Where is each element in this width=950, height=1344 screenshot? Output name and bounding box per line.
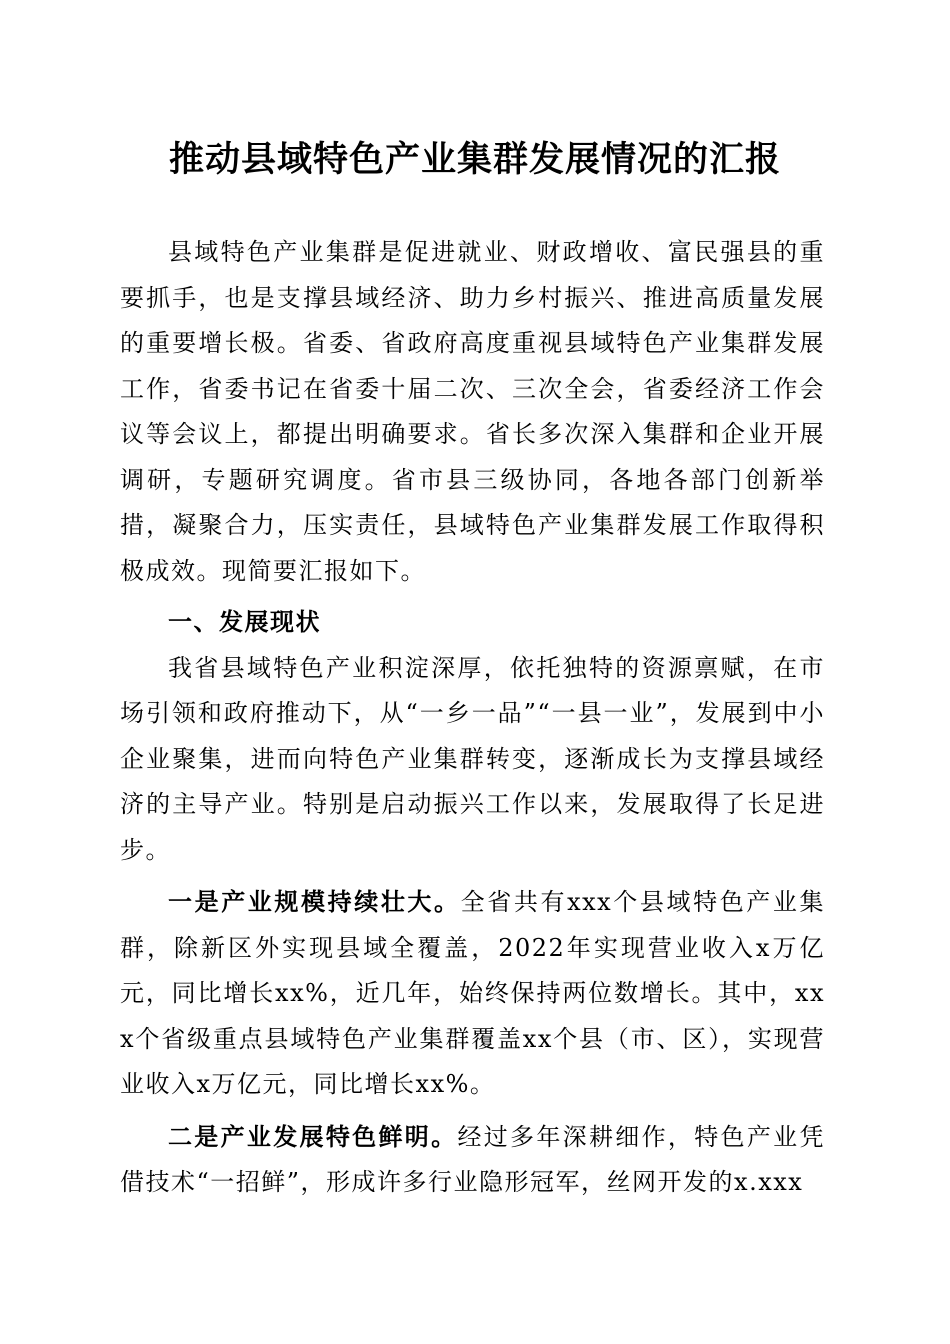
point-text-1: 全省共有xxx个县域特色产业集群，除新区外实现县域全覆盖，2022年实现营业收入x万亿元，同比增长xx%，近几年，始终保持两位数增长。其中，xxx个省级重点县域特色产业集群覆盖xx个县（市、区），实现营业收入x万亿元，同比增长xx%。 <box>120 888 826 1098</box>
section-heading: 一、发展现状 <box>168 608 321 636</box>
point-lead-1: 一是产业规模持续壮大。 <box>168 887 461 916</box>
intro-paragraph: 县域特色产业集群是促进就业、财政增收、富民强县的重要抓手，也是支撑县域经济、助力乡村振兴、推进高质量发展的重要增长极。省委、省政府高度重视县域特色产业集群发展工作，省委书记在省委十届二次、三次全会，省委经济工作会议等会议上，都提出明确要求。省长多次深入集群和企业开展调研，专题研究调度。省市县三级协同，各地各部门创新举措，凝聚合力，压实责任，县域特色产业集群发展工作取得积极成效。现简要汇报如下。 <box>120 238 825 585</box>
point-paragraph-2 <box>120 1114 825 1206</box>
point-lead-2: 二是产业发展特色鲜明。 <box>168 1121 458 1151</box>
point-text-2: 经过多年深耕细作，特色产业凭借技术“一招鲜”，形成许多行业隐形冠军，丝网开发的x.xxx <box>120 1122 825 1196</box>
document-body <box>120 230 825 1206</box>
document-title: 推动县域特色产业集群发展情况的汇报 <box>168 139 781 180</box>
point-paragraph-1 <box>120 879 825 1108</box>
section-paragraph: 我省县域特色产业积淀深厚，依托独特的资源禀赋，在市场引领和政府推动下，从“一乡一品”“一县一业”，发展到中小企业聚集，进而向特色产业集群转变，逐渐成长为支撑县域经济的主导产业。特别是启动振兴工作以来，发展取得了长足进步。 <box>120 653 825 864</box>
